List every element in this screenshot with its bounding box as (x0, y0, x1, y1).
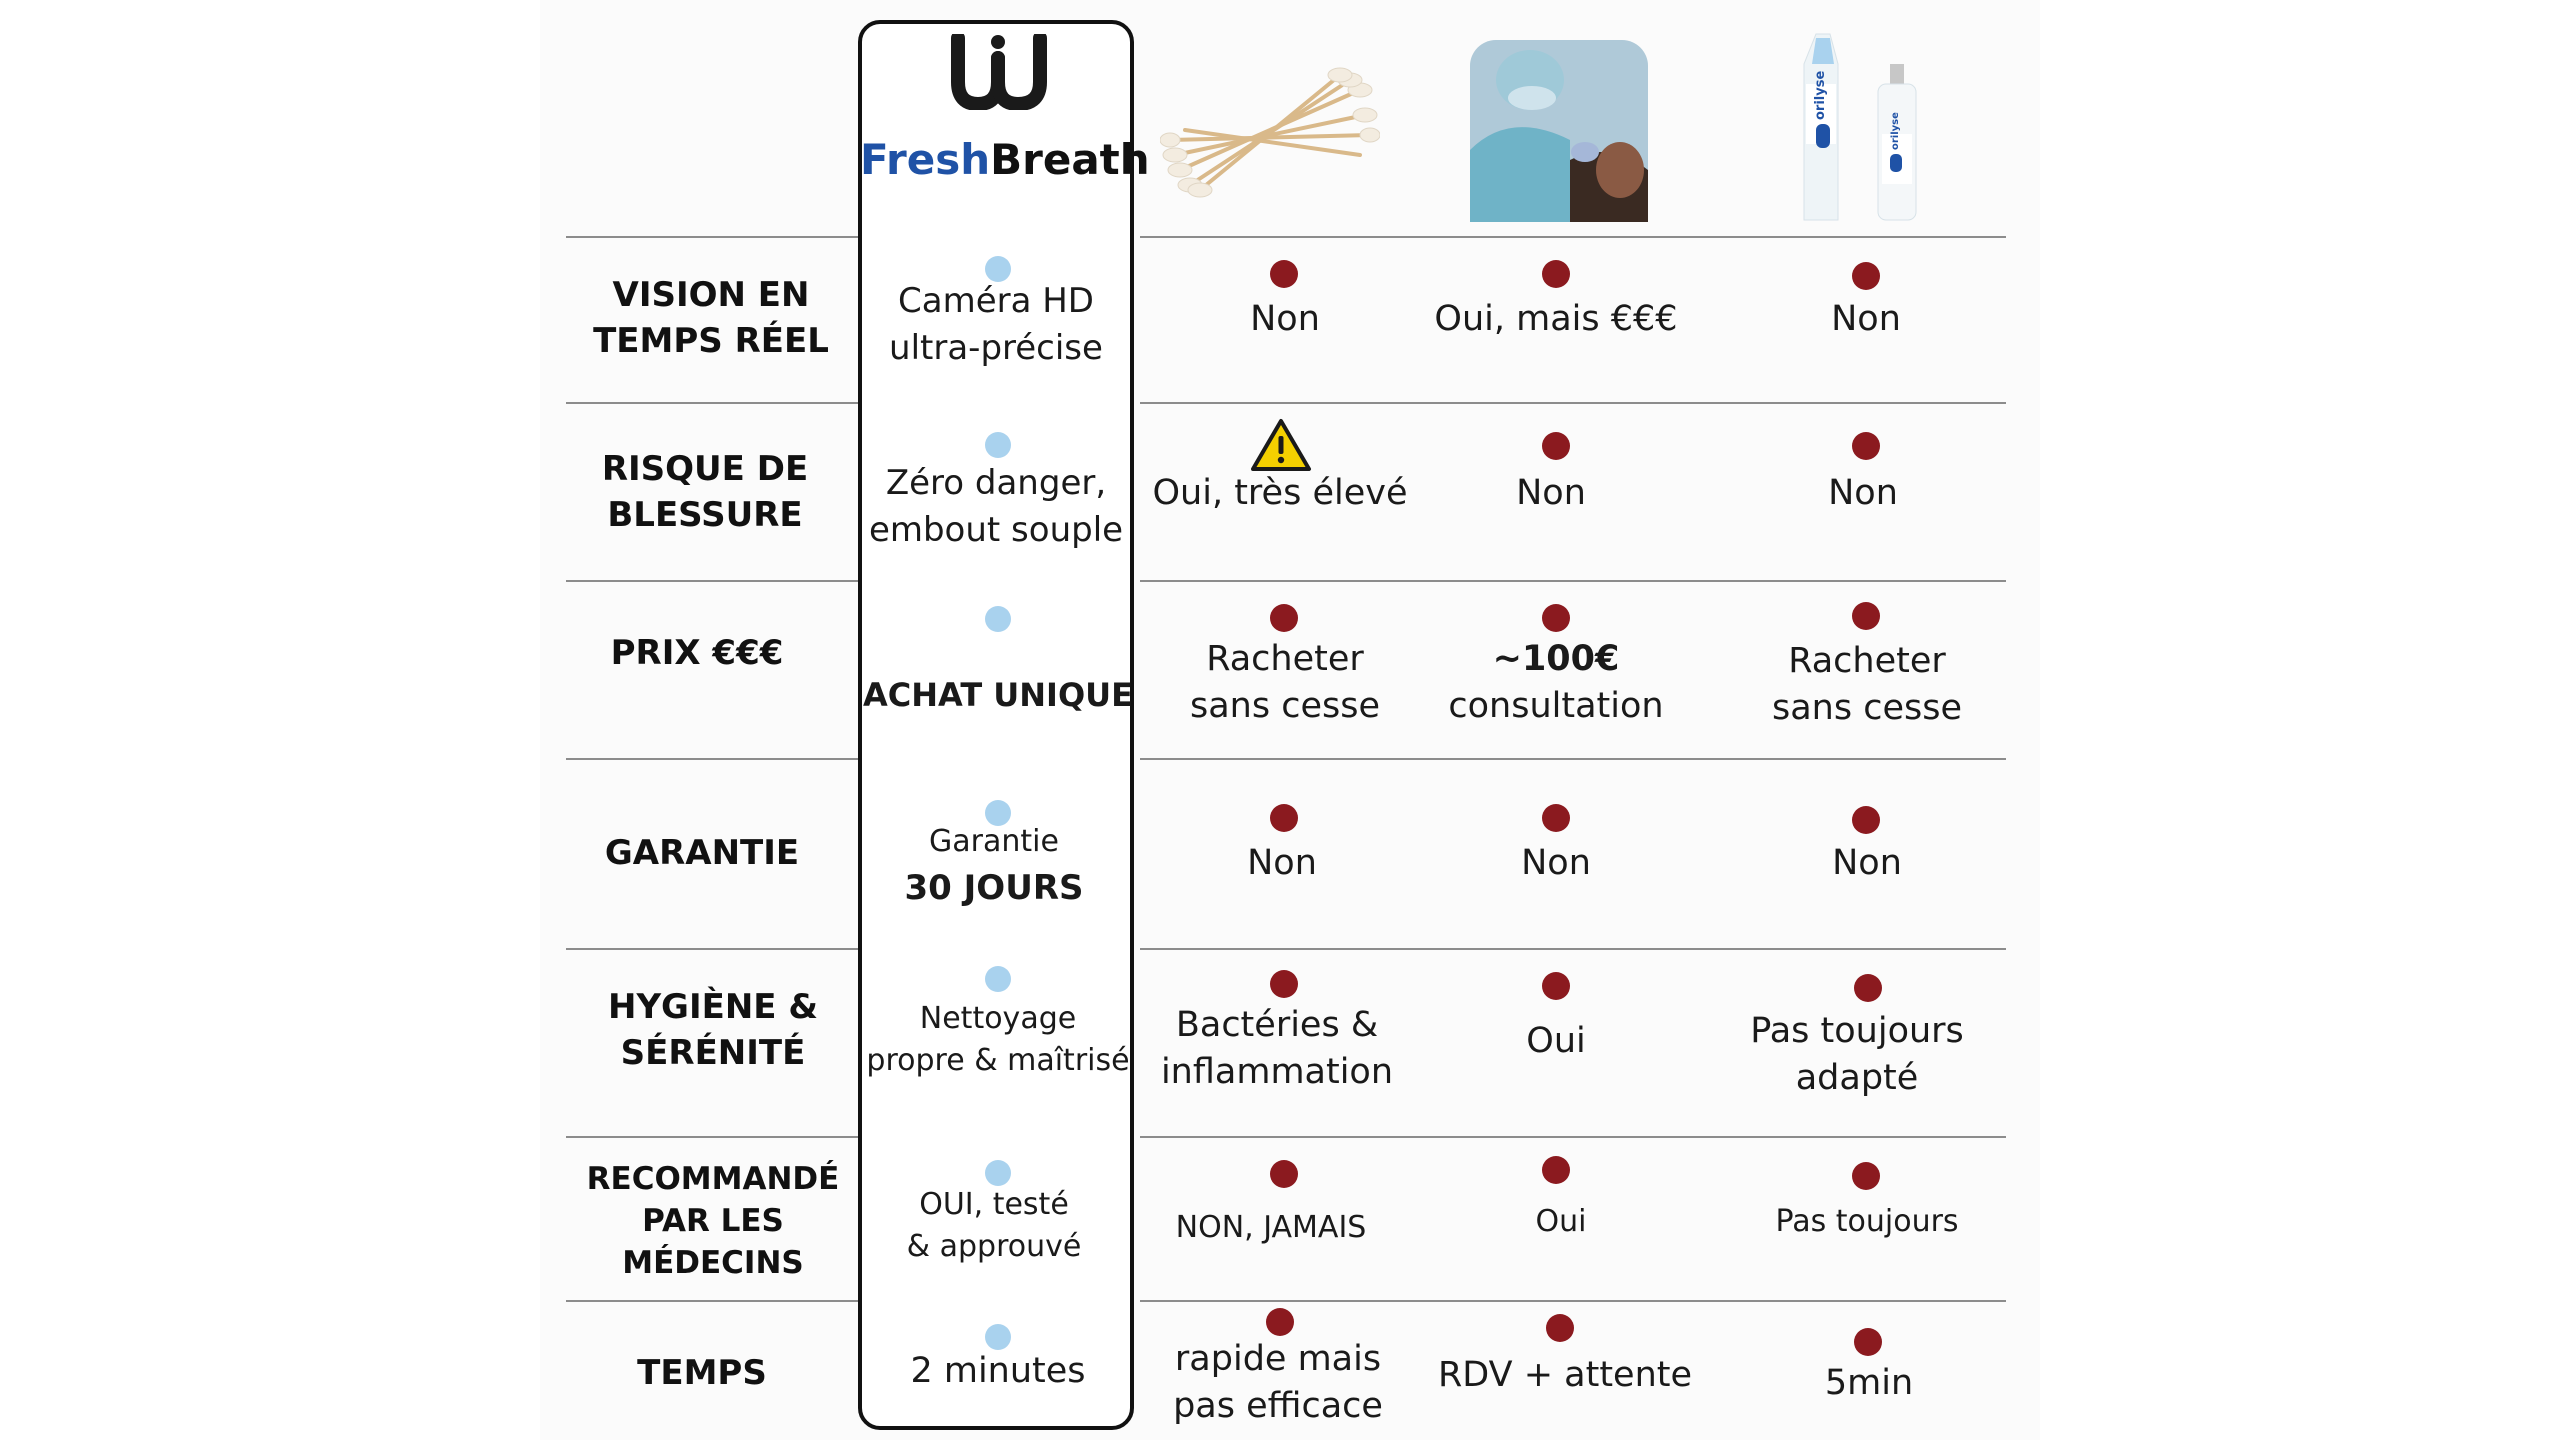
row-label (566, 272, 856, 364)
cell-line: Oui (1526, 1021, 1586, 1061)
cell-line: Oui (1535, 1204, 1587, 1239)
cell-line: Nettoyage (919, 1001, 1077, 1036)
negative-marker (1542, 972, 1570, 1000)
cell-line: sans cesse (1771, 688, 1962, 728)
cell-line: Non (1828, 473, 1898, 513)
cell-line: 2 minutes (910, 1351, 1086, 1391)
spray-cell (1740, 1360, 1998, 1407)
cell-line: Non (1832, 843, 1902, 883)
cell-line: Bactéries & (1175, 1005, 1379, 1045)
row-label (566, 446, 844, 538)
negative-marker (1270, 970, 1298, 998)
row-label-line: PRIX €€€ (610, 633, 784, 673)
negative-marker (1270, 1160, 1298, 1188)
positive-marker (985, 432, 1011, 458)
cotton-swab-cell (1140, 840, 1424, 887)
row-divider (566, 1136, 858, 1138)
spray-product-image (1790, 24, 1940, 224)
cell-line: & approuvé (906, 1229, 1082, 1264)
cell-line: OUI, testé (919, 1187, 1069, 1222)
cell-line: Garantie (929, 824, 1059, 859)
cell-line: Non (1521, 843, 1591, 883)
cotton-swab-cell (1140, 636, 1430, 730)
spray-cell (1740, 470, 1986, 517)
cell-line: rapide mais (1174, 1339, 1382, 1379)
negative-marker (1266, 1308, 1294, 1336)
warning-icon (1250, 418, 1312, 472)
cell-line: ~100€ (1492, 639, 1620, 679)
cell-line: ACHAT UNIQUE (863, 676, 1133, 714)
cell-line: Pas toujours (1775, 1204, 1959, 1239)
spray-cell (1740, 638, 1994, 732)
cell-line: Non (1247, 843, 1317, 883)
cell-line: RDV + attente (1437, 1355, 1693, 1395)
freshbreath-cell (862, 460, 1130, 554)
freshbreath-cell (862, 672, 1134, 719)
freshbreath-cell (862, 1348, 1134, 1395)
dentist-cell (1420, 840, 1692, 887)
freshbreath-logo (950, 34, 1050, 110)
dentist-image (1470, 40, 1648, 222)
positive-marker (985, 966, 1011, 992)
row-divider (566, 580, 858, 582)
row-divider (1140, 1300, 2006, 1302)
negative-marker (1852, 806, 1880, 834)
cotton-swabs-image (1160, 60, 1380, 200)
cell-line: Racheter (1788, 641, 1946, 681)
cell-line: Oui, mais €€€ (1434, 299, 1678, 339)
dentist-cell (1420, 1018, 1692, 1065)
cell-line: Oui, très élevé (1152, 473, 1408, 513)
dentist-cell (1420, 636, 1692, 730)
cell-line: inflammation (1160, 1052, 1394, 1092)
row-label-line: MÉDECINS (622, 1245, 804, 1281)
cell-line: adapté (1795, 1058, 1919, 1098)
row-label (566, 830, 838, 876)
negative-marker (1542, 804, 1570, 832)
cell-line: Non (1831, 299, 1901, 339)
cell-line: Caméra HD (898, 281, 1094, 321)
cell-line: sans cesse (1189, 686, 1380, 726)
negative-marker (1270, 260, 1298, 288)
cell-line: consultation (1448, 686, 1664, 726)
spray-label-text: orilyse (1813, 70, 1828, 120)
negative-marker (1852, 432, 1880, 460)
row-divider (566, 1300, 858, 1302)
dentist-cell (1420, 470, 1682, 517)
spray-cell (1740, 840, 1994, 887)
cell-line: pas efficace (1173, 1386, 1383, 1426)
cell-line: propre & maîtrisé (866, 1043, 1130, 1078)
brand-name (860, 132, 1150, 188)
cotton-swab-cell (1140, 1204, 1402, 1251)
cell-line: 30 JOURS (904, 868, 1084, 908)
cotton-swab-cell (1140, 470, 1420, 517)
row-label-line: RISQUE DE (601, 449, 809, 489)
freshbreath-cell (862, 1184, 1126, 1268)
dentist-cell (1420, 296, 1692, 343)
row-label-line: RECOMMANDÉ (586, 1161, 840, 1197)
spray-bottle-label-text: orilyse (1890, 112, 1901, 150)
row-divider (566, 758, 858, 760)
row-divider (566, 402, 858, 404)
row-label-line: PAR LES (642, 1203, 784, 1239)
negative-marker (1854, 1328, 1882, 1356)
negative-marker (1542, 604, 1570, 632)
cotton-swab-cell (1140, 1336, 1416, 1430)
row-label-line: HYGIÈNE & (607, 987, 819, 1027)
cell-line: embout souple (868, 510, 1124, 550)
row-divider (1140, 580, 2006, 582)
row-divider (1140, 948, 2006, 950)
positive-marker (985, 1160, 1011, 1186)
positive-marker (985, 606, 1011, 632)
row-label-line: VISION EN (612, 275, 810, 315)
row-divider (566, 948, 858, 950)
brand-name-part2: Breath (990, 135, 1150, 184)
row-label-line: BLESSURE (607, 495, 803, 535)
negative-marker (1270, 604, 1298, 632)
cell-line: Non (1516, 473, 1586, 513)
freshbreath-cell (862, 820, 1126, 912)
negative-marker (1546, 1314, 1574, 1342)
negative-marker (1854, 974, 1882, 1002)
negative-marker (1270, 804, 1298, 832)
cotton-swab-cell (1140, 296, 1430, 343)
negative-marker (1542, 432, 1570, 460)
row-label-line: SÉRÉNITÉ (620, 1033, 806, 1073)
negative-marker (1852, 602, 1880, 630)
negative-marker (1852, 262, 1880, 290)
row-label (566, 1350, 838, 1396)
positive-marker (985, 1324, 1011, 1350)
row-label (566, 984, 860, 1076)
cell-line: Non (1250, 299, 1320, 339)
row-label-line: TEMPS RÉEL (593, 321, 829, 361)
cell-line: Racheter (1206, 639, 1364, 679)
row-label-line: GARANTIE (604, 833, 800, 873)
spray-cell (1740, 1198, 1994, 1245)
row-divider (566, 236, 858, 238)
cell-line: Zéro danger, (885, 463, 1107, 503)
cell-line: ultra-précise (889, 328, 1103, 368)
dentist-cell (1420, 1198, 1702, 1245)
freshbreath-cell (862, 278, 1130, 372)
row-divider (1140, 758, 2006, 760)
negative-marker (1542, 260, 1570, 288)
cell-line: Pas toujours (1750, 1011, 1964, 1051)
freshbreath-cell (862, 998, 1134, 1082)
spray-cell (1740, 296, 1992, 343)
row-label (566, 630, 828, 676)
row-divider (1140, 1136, 2006, 1138)
row-divider (1140, 402, 2006, 404)
negative-marker (1852, 1162, 1880, 1190)
row-label-line: TEMPS (637, 1353, 767, 1393)
negative-marker (1542, 1156, 1570, 1184)
cell-line: NON, JAMAIS (1175, 1210, 1367, 1245)
cotton-swab-cell (1140, 1002, 1414, 1096)
row-divider (1140, 236, 2006, 238)
cell-line: 5min (1824, 1363, 1914, 1403)
spray-cell (1730, 1008, 1984, 1102)
brand-name-part1: Fresh (860, 135, 991, 184)
dentist-cell (1420, 1352, 1710, 1399)
row-label (566, 1158, 860, 1284)
